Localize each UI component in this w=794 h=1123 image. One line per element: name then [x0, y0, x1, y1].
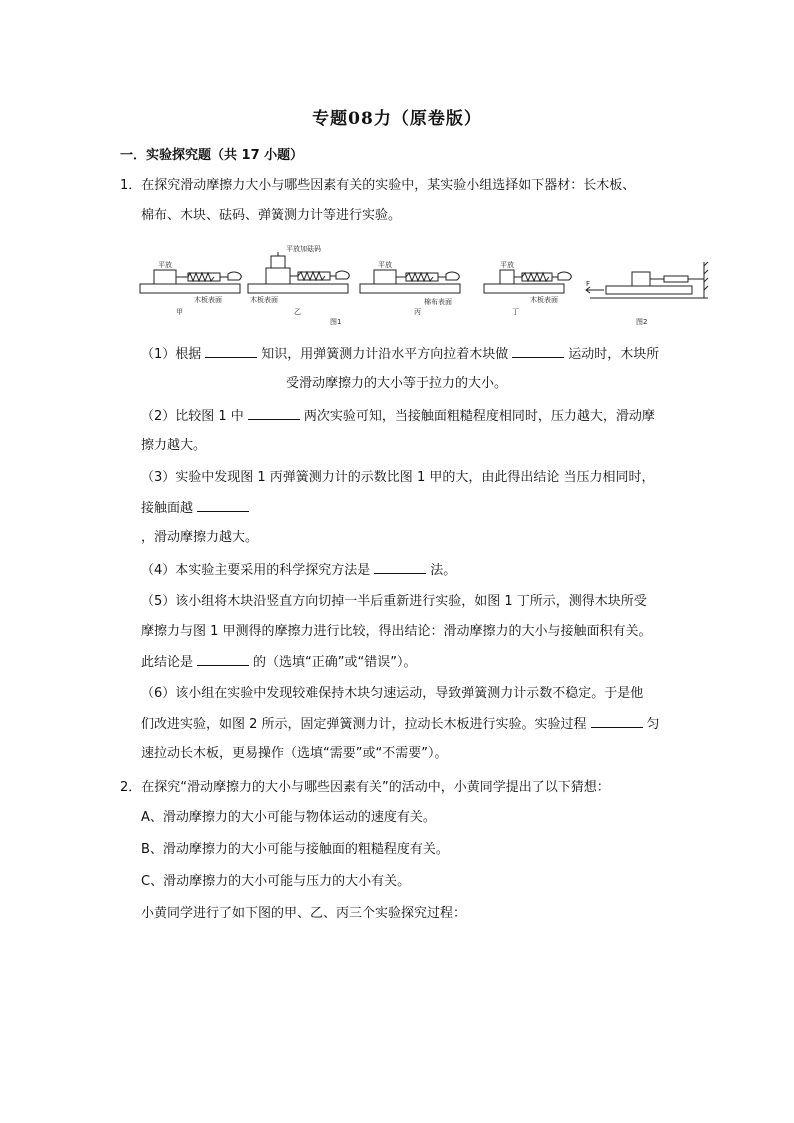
q1-part6-b: 们改进实验，如图 2 所示，固定弹簧测力计，拉动长木板进行实验。实验过程	[141, 717, 587, 732]
q1-part5-d: 的（选填“正确”或“错误”）。	[253, 655, 417, 670]
q1-part3-line1: （3）实验中发现图 1 丙弹簧测力计的示数比图 1 甲的大，由此得出结论 当压力相同时，	[141, 470, 655, 485]
answer-blank-4[interactable]	[197, 498, 249, 512]
q1-stem-line2: 棉布、木块、砝码、弹簧测力计等进行实验。	[141, 208, 402, 223]
q1-part2-a: （2）比较图 1 中	[141, 409, 244, 424]
q1-part6-line3: 速拉动长木板，更易操作（选填“需要”或“不需要”）。	[141, 746, 448, 761]
answer-blank-5[interactable]	[374, 560, 426, 574]
answer-blank-3[interactable]	[248, 406, 300, 420]
q1-part5-line1: （5）该小组将木块沿竖直方向切掉一半后重新进行实验，如图 1 丁所示，测得木块所受	[141, 594, 647, 609]
q2-option-c: C、滑动摩擦力的大小可能与压力的大小有关。	[141, 874, 411, 889]
q2-option-a: A、滑动摩擦力的大小可能与物体运动的速度有关。	[141, 810, 436, 825]
label-jia-name: 甲	[176, 308, 183, 316]
q1-part1-a: （1）根据	[141, 347, 202, 362]
experiment-diagram	[138, 242, 710, 334]
label-fig2: 图2	[636, 318, 648, 326]
label-ding-surface: 木板表面	[530, 296, 558, 304]
q1-part2-line2: 擦力越大。	[141, 438, 207, 453]
q1-part6-c: 匀	[646, 717, 660, 732]
block-bing	[374, 270, 396, 284]
label-force: F	[586, 280, 591, 288]
answer-blank-6[interactable]	[197, 652, 249, 666]
q1-part1-line1	[141, 344, 659, 365]
q1-stem-line1: 1．在探究滑动摩擦力大小与哪些因素有关的实验中，某实验小组选择如下器材：长木板、	[120, 178, 636, 193]
label-yi-surface: 木板表面	[250, 296, 278, 304]
q1-part5-c: 此结论是	[141, 655, 194, 670]
q2-option-b: B、滑动摩擦力的大小可能与接触面的粗糙程度有关。	[141, 842, 449, 857]
q1-part1-c: 运动时，木块所	[568, 347, 660, 362]
setup-fig2	[586, 262, 708, 298]
board-jia	[140, 284, 240, 293]
label-jia-top: 平放	[158, 261, 172, 269]
q1-part6-line2	[141, 714, 660, 735]
label-bing-surface: 棉布表面	[424, 298, 452, 306]
label-fig1: 图1	[330, 318, 342, 326]
answer-blank-2[interactable]	[512, 344, 564, 358]
label-bing-top: 平放	[378, 261, 392, 269]
block-jia	[154, 270, 176, 284]
label-bing-name: 丙	[414, 308, 421, 316]
answer-blank-1[interactable]	[205, 344, 257, 358]
label-ding-top: 平放	[500, 261, 514, 269]
section-heading: 一．实验探究题（共 17 小题）	[120, 148, 304, 163]
label-yi-name: 乙	[294, 308, 301, 316]
q1-part4-a: （4）本实验主要采用的科学探究方法是	[141, 563, 371, 578]
q1-part3-line2	[141, 498, 253, 519]
q2-stem: 2．在探究“滑动摩擦力的大小与哪些因素有关”的活动中，小黄同学提出了以下猜想：	[120, 780, 610, 795]
q1-part4	[141, 560, 456, 581]
setup-jia	[140, 270, 241, 293]
q1-part6-line1: （6）该小组在实验中发现较难保持木块匀速运动，导致弹簧测力计示数不稳定。于是他	[141, 686, 644, 701]
q1-part2-line1	[141, 406, 655, 427]
q1-part1-b: 知识，用弹簧测力计沿水平方向拉着木块做	[261, 347, 509, 362]
board-ding	[484, 284, 564, 293]
setup-yi	[248, 252, 349, 293]
page-title: 专题08力（原卷版）	[312, 109, 482, 129]
block-fig2	[632, 272, 650, 286]
block-ding	[500, 270, 514, 284]
board-bing	[360, 284, 460, 293]
q1-part5-line3	[141, 652, 416, 673]
label-ding-name: 丁	[512, 308, 519, 316]
board-fig2	[606, 286, 692, 294]
board-yi	[248, 284, 348, 293]
q1-part2-b: 两次实验可知，当接触面粗糙程度相同时，压力越大，滑动摩	[303, 409, 655, 424]
setup-bing	[360, 270, 460, 293]
q1-part3-line3: ，滑动摩擦力越大。	[141, 530, 259, 545]
block-yi	[266, 268, 290, 284]
weight-yi	[271, 256, 285, 268]
label-jia-surface: 木板表面	[194, 296, 222, 304]
q2-tail: 小黄同学进行了如下图的甲、乙、丙三个实验探究过程：	[141, 906, 467, 921]
setup-ding	[484, 270, 571, 293]
q1-part1-line2: 受滑动摩擦力的大小等于拉力的大小。	[286, 376, 508, 391]
label-yi-top: 平放加砝码	[286, 245, 321, 253]
q1-part4-b: 法。	[430, 563, 457, 578]
experiment-figure	[138, 242, 710, 334]
q1-part5-line2: 摩擦力与图 1 甲测得的摩擦力进行比较，得出结论：滑动摩擦力的大小与接触面积有关。	[141, 624, 652, 639]
q1-part3-b: 接触面越	[141, 501, 194, 516]
answer-blank-7[interactable]	[591, 714, 643, 728]
